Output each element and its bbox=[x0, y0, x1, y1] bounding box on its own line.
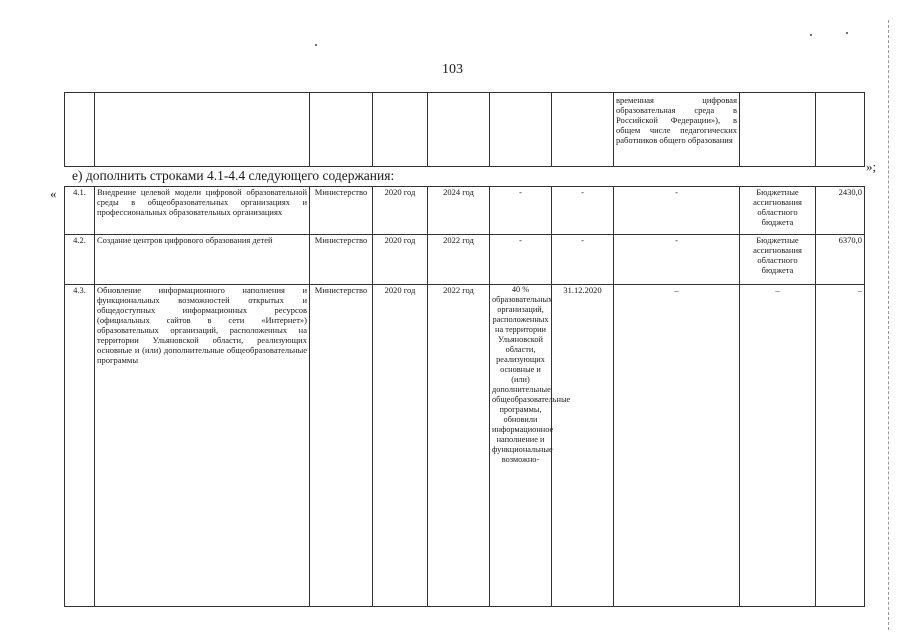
section-subtitle: е) дополнить строками 4.1-4.4 следующего содержания: bbox=[72, 168, 395, 183]
top-cell-source bbox=[740, 93, 816, 167]
measure-name: Создание центров цифрового образования детей bbox=[95, 235, 310, 285]
table-row bbox=[65, 285, 865, 607]
end-year: 2022 год bbox=[428, 285, 490, 607]
scan-speck bbox=[846, 32, 848, 34]
measure-name: Внедрение целевой модели цифровой образовательной среды в общеобразовательных организациях и профессиональных образовательных организациях bbox=[95, 187, 310, 235]
row-number: 4.2. bbox=[65, 235, 95, 285]
result: - bbox=[614, 187, 740, 235]
row-number: 4.1. bbox=[65, 187, 95, 235]
result: - bbox=[614, 235, 740, 285]
measure-name: Обновление информационного наполнения и функциональных возможностей открытых и общедоступных информационных ресурсов (официальных сайтов в сети «Интернет») образовательных организаций, расположенных на территории Ульяновской области, реализующих основные и (или) дополнительные общеобразовательные программы bbox=[95, 285, 310, 607]
top-cell-start bbox=[373, 93, 428, 167]
deadline: 31.12.2020 bbox=[552, 285, 614, 607]
table-row bbox=[65, 187, 865, 235]
closing-quote: »; bbox=[866, 159, 877, 174]
indicator: - bbox=[490, 235, 552, 285]
funding-amount: 2430,0 bbox=[816, 187, 865, 235]
opening-quote: « bbox=[50, 186, 57, 201]
end-year: 2022 год bbox=[428, 235, 490, 285]
top-cell-name bbox=[95, 93, 310, 167]
scan-speck bbox=[810, 34, 812, 36]
top-cell-num bbox=[65, 93, 95, 167]
funding-amount: 6370,0 bbox=[816, 235, 865, 285]
executor: Министерство bbox=[310, 187, 373, 235]
page-number: 103 bbox=[442, 62, 463, 77]
top-cell-executor bbox=[310, 93, 373, 167]
start-year: 2020 год bbox=[373, 187, 428, 235]
deadline: - bbox=[552, 187, 614, 235]
table-row bbox=[65, 235, 865, 285]
start-year: 2020 год bbox=[373, 285, 428, 607]
end-year: 2024 год bbox=[428, 187, 490, 235]
start-year: 2020 год bbox=[373, 235, 428, 285]
page-edge-line bbox=[888, 20, 890, 630]
funding-source: Бюджетные ассигнования областного бюджета bbox=[740, 187, 816, 235]
top-continuation-table bbox=[64, 92, 865, 167]
funding-source: Бюджетные ассигнования областного бюджета bbox=[740, 235, 816, 285]
deadline: - bbox=[552, 235, 614, 285]
top-cell-indicator bbox=[490, 93, 552, 167]
measures-table bbox=[64, 186, 865, 607]
indicator: 40 % образовательных организаций, расположенных на территории Ульяновской области, реализующих основные и (или) дополнительные общеобразовательные программы, обновили информационное наполнение и функциональные возможно- bbox=[490, 285, 552, 607]
scan-speck bbox=[315, 44, 317, 46]
top-cell-date bbox=[552, 93, 614, 167]
executor: Министерство bbox=[310, 285, 373, 607]
executor: Министерство bbox=[310, 235, 373, 285]
row-number: 4.3. bbox=[65, 285, 95, 607]
top-cell-end bbox=[428, 93, 490, 167]
indicator: - bbox=[490, 187, 552, 235]
top-cell-amount bbox=[816, 93, 865, 167]
funding-amount: – bbox=[816, 285, 865, 607]
result: – bbox=[614, 285, 740, 607]
funding-source: – bbox=[740, 285, 816, 607]
top-cell-result: временная цифровая образовательная среда в Российской Федерации»), в общем числе педагогических работников общего образования bbox=[614, 93, 740, 167]
